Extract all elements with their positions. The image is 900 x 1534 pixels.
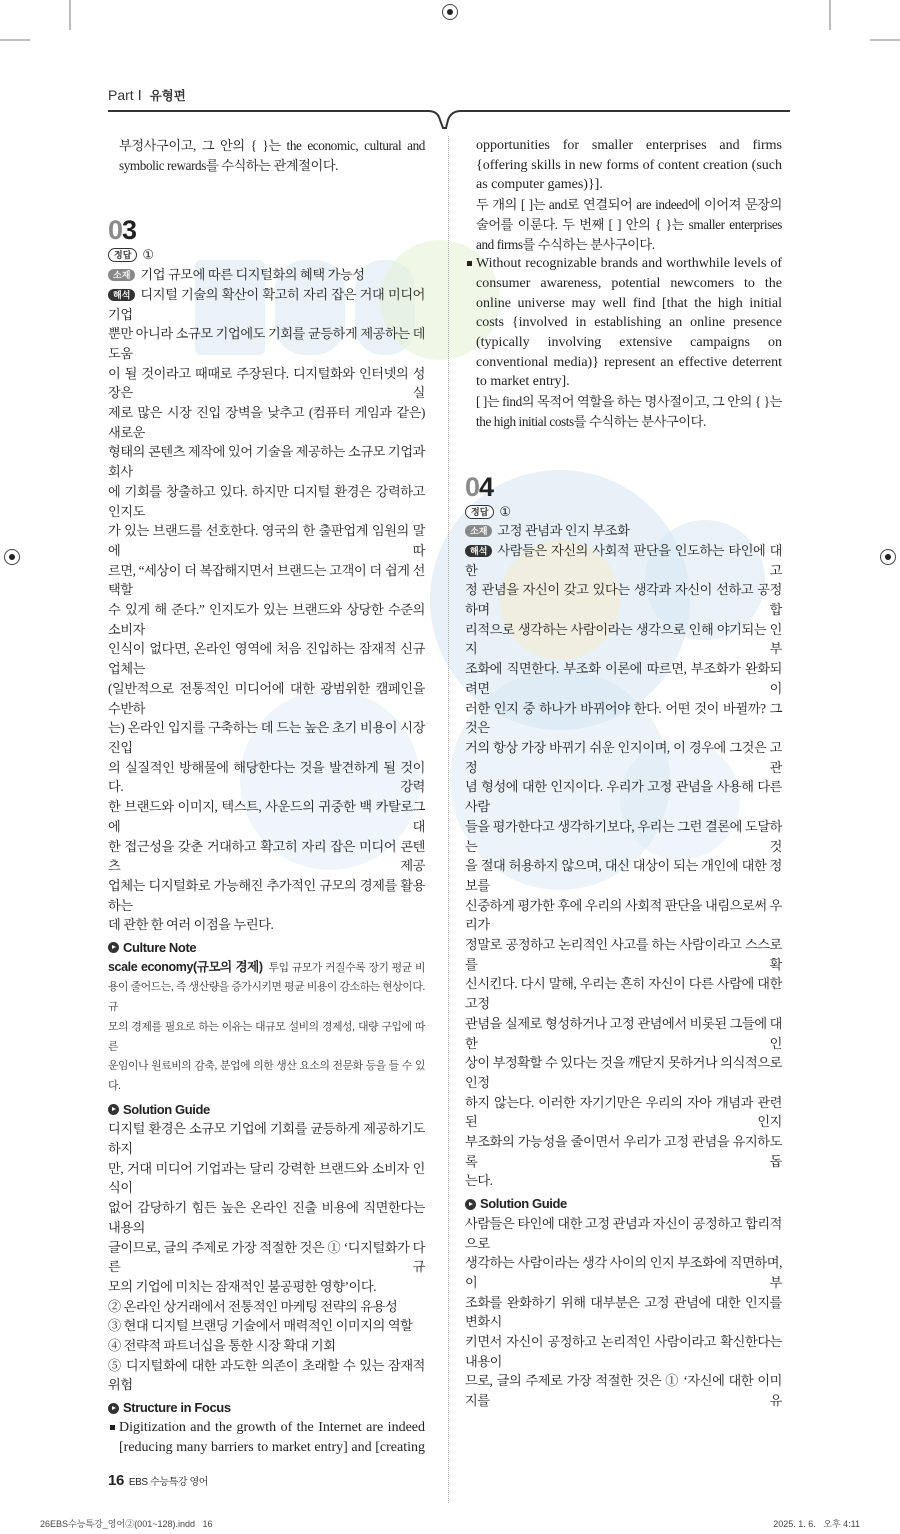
text-line bbox=[465, 856, 782, 895]
text-line bbox=[476, 412, 782, 432]
text-line-content: 이 될 것이라고 때때로 주장된다. 디지털화와 인터넷의 성장은 실 bbox=[108, 365, 425, 401]
text-line bbox=[108, 958, 425, 979]
text-line bbox=[465, 1053, 782, 1092]
structure-heading: Structure in Focus bbox=[108, 1398, 425, 1418]
text-line-content: online universe may well find [that the high initial bbox=[476, 295, 782, 311]
structure-sentence-1-lines bbox=[119, 1418, 425, 1457]
text-line-content: 러한 인지 중 하나가 바뀌어야 한다. 어떤 것이 바뀔까? 그것은 bbox=[465, 700, 782, 736]
answer-value: ① bbox=[142, 247, 154, 263]
text-line-content: Digitization and the growth of the Internet are indeed bbox=[119, 1419, 425, 1435]
text-line-content: ③ 현대 디지털 브랜딩 기술에서 매력적인 이미지의 역할 bbox=[108, 1318, 413, 1334]
text-line bbox=[476, 215, 782, 235]
text-line bbox=[108, 561, 425, 600]
topic-badge: 소재 bbox=[108, 269, 135, 281]
text-line bbox=[108, 797, 425, 836]
text-line-content: and firms를 수식하는 분사구이다. bbox=[476, 236, 655, 252]
page-number: 16 bbox=[108, 1472, 124, 1490]
text-line-content: 운임이나 원료비의 감축, 분업에 의한 생산 요소의 전문화 등을 들 수 있다. bbox=[108, 1060, 425, 1092]
text-line-content: 두 개의 [ ]는 and로 연결되어 are indeed에 이어져 문장의 bbox=[476, 197, 782, 213]
text-line-content: 부조화의 가능성을 줄이면서 우리가 고정 관념을 유지하도록 돕 bbox=[465, 1134, 782, 1169]
text-line bbox=[119, 156, 425, 176]
text-line-content: 르면, “세상이 더 복잡해지면서 브랜드는 고객이 더 쉽게 선택할 bbox=[108, 562, 425, 598]
text-line-content: 인식이 없다면, 온라인 영역에 처음 진입하는 잠재적 신규 업체는 bbox=[108, 641, 425, 677]
section-label: 유형편 bbox=[149, 89, 186, 103]
text-line-content: 디지털 환경은 소규모 기업에 기회를 균등하게 제공하기도 하지 bbox=[108, 1121, 425, 1157]
text-line-content: 한 브랜드와 이미지, 텍스트, 사운드의 귀중한 백 카탈로그에 대 bbox=[108, 799, 425, 834]
text-line bbox=[108, 1356, 425, 1395]
text-line bbox=[108, 442, 425, 481]
text-line bbox=[108, 1018, 425, 1057]
topic-badge: 소재 bbox=[465, 525, 492, 537]
text-line bbox=[465, 580, 782, 619]
text-line bbox=[476, 156, 782, 176]
text-line-content: symbolic rewards를 수식하는 관계절이다. bbox=[119, 157, 339, 173]
text-line bbox=[465, 1014, 782, 1053]
text-line-content: 제로 많은 시장 진입 장벽을 낮추고 (컴퓨터 게임과 같은) 새로운 bbox=[108, 405, 425, 440]
text-line-content: opportunities for smaller enterprises and firms bbox=[476, 138, 782, 153]
text-line bbox=[465, 620, 782, 659]
text-line bbox=[465, 1132, 782, 1171]
left-column bbox=[108, 136, 425, 1503]
topic-text: 고정 관념과 인지 부조화 bbox=[497, 523, 630, 539]
text-line-content: (typically involving extensive campaigns on bbox=[476, 335, 782, 351]
text-line bbox=[465, 1371, 782, 1410]
text-line-content: [ ]는 find의 목적어 역할을 하는 명사절이고, 그 안의 { }는 bbox=[476, 394, 782, 410]
translation-badge: 해석 bbox=[465, 545, 492, 557]
column-divider bbox=[448, 136, 449, 1503]
text-line-content: 글이므로, 글의 주제로 가장 적절한 것은 ① ‘디지털화가 다른 규 bbox=[108, 1239, 425, 1275]
text-line-content: 사람들은 자신의 사회적 판단을 인도하는 타인에 대한 고 bbox=[465, 542, 782, 578]
file-slug: 26EBS수능특강_영어②(001~128).indd 16 bbox=[40, 1519, 213, 1529]
text-line bbox=[108, 482, 425, 521]
text-line bbox=[465, 541, 782, 580]
text-line-content: 정 관념을 자신이 갖고 있다는 생각과 자신이 선하고 공정하며 합 bbox=[465, 582, 782, 618]
text-line bbox=[108, 1057, 425, 1096]
text-line bbox=[108, 1316, 425, 1336]
text-line bbox=[465, 659, 782, 698]
translation-03 bbox=[108, 285, 425, 935]
bullet-circle-icon bbox=[108, 1403, 119, 1414]
answer-value: ① bbox=[499, 503, 511, 519]
text-line bbox=[465, 974, 782, 1013]
structure-sentence-2 bbox=[465, 254, 782, 392]
text-line-content: 념 형성에 대한 인지이다. 우리가 고정 관념을 사용해 다른 사람 bbox=[465, 779, 782, 815]
text-line bbox=[108, 1277, 425, 1297]
page-footer bbox=[108, 1471, 425, 1493]
text-line-content: as computer games)}]. bbox=[476, 177, 603, 193]
text-line bbox=[119, 1438, 425, 1458]
bullet-square-icon bbox=[110, 1425, 115, 1430]
text-line bbox=[108, 324, 425, 363]
text-line-content: 리적으로 생각하는 사람이라는 생각으로 인해 야기되는 인지 부 bbox=[465, 621, 782, 657]
text-line bbox=[476, 274, 782, 294]
text-line-content: 생각하는 사람이라는 생각 사이의 인지 부조화에 직면하며, 이 부 bbox=[465, 1255, 782, 1290]
text-line bbox=[108, 1336, 425, 1356]
solution-guide-heading-03: Solution Guide bbox=[108, 1100, 425, 1120]
text-line-content: 하지 않는다. 이러한 자기기만은 우리의 자아 개념과 관련된 인지 bbox=[465, 1094, 782, 1130]
text-line-content: 조화에 직면한다. 부조화 이론에 따르면, 부조화가 완화되려면 이 bbox=[465, 661, 782, 696]
bullet-circle-icon bbox=[108, 942, 119, 953]
culture-note-term: scale economy(규모의 경제) bbox=[108, 959, 263, 974]
text-line-content: ② 온라인 상거래에서 전통적인 마케팅 전략의 유용성 bbox=[108, 1298, 398, 1314]
book-title: EBS 수능특강 영어 bbox=[128, 1477, 209, 1489]
text-line bbox=[476, 313, 782, 333]
text-line-content: 형태의 콘텐츠 제작에 있어 기술을 제공하는 소규모 기업과 회사 bbox=[108, 444, 425, 480]
text-line bbox=[108, 758, 425, 797]
right-column bbox=[465, 136, 782, 1411]
text-line bbox=[108, 876, 425, 915]
text-line bbox=[108, 978, 425, 1017]
text-line bbox=[119, 136, 425, 156]
translation-badge: 해석 bbox=[108, 289, 135, 301]
text-line-content: 용이 줄어드는, 즉 생산량을 증가시키면 평균 비용이 감소하는 현상이다. 규 bbox=[108, 981, 425, 1014]
intro-paragraph bbox=[108, 136, 425, 175]
text-line bbox=[108, 285, 425, 324]
text-line bbox=[108, 1198, 425, 1237]
text-line-content: {offering skills in new forms of content creation (such bbox=[476, 157, 782, 173]
text-line-content: 뿐만 아니라 소규모 기업에도 기회를 균등하게 제공하는 데 도움 bbox=[108, 326, 425, 361]
text-line bbox=[476, 254, 782, 274]
print-slug bbox=[0, 1503, 900, 1534]
text-line bbox=[465, 1171, 782, 1191]
text-line bbox=[108, 403, 425, 442]
text-line-content: 가 있는 브랜드를 선호한다. 영국의 한 출판업계 임원의 말에 따 bbox=[108, 523, 425, 558]
text-line bbox=[476, 392, 782, 412]
answer-badge: 정답 bbox=[465, 505, 494, 519]
solution-guide-03 bbox=[108, 1119, 425, 1296]
translation-04 bbox=[465, 541, 782, 1191]
page-header bbox=[108, 86, 900, 108]
bullet-circle-icon bbox=[465, 1199, 476, 1210]
topic-row-04 bbox=[465, 521, 782, 541]
header-rule bbox=[0, 108, 900, 132]
text-line bbox=[465, 699, 782, 738]
text-line bbox=[476, 353, 782, 373]
text-line bbox=[108, 1238, 425, 1277]
text-line-content: 모의 기업에 미치는 잠재적인 불공평한 영향’이다. bbox=[108, 1278, 377, 1294]
text-line bbox=[108, 1159, 425, 1198]
text-line bbox=[108, 915, 425, 935]
text-line-content: 만, 거대 미디어 기업과는 달리 강력한 브랜드와 소비자 인식이 bbox=[108, 1160, 425, 1196]
part-label: Part Ⅰ bbox=[108, 87, 142, 103]
question-number-03: 03 bbox=[108, 215, 137, 246]
text-line-content: to market entry]. bbox=[476, 374, 570, 390]
answer-badge: 정답 bbox=[108, 248, 137, 262]
text-line-content: 수 있게 해 준다.” 인지도가 있는 브랜드와 상당한 수준의 소비자 bbox=[108, 602, 425, 637]
text-line-content: 의 실질적인 방해물에 해당한다는 것을 발견하게 될 것이다. 강력 bbox=[108, 759, 425, 795]
question-number-04: 04 bbox=[465, 471, 494, 502]
solution-guide-heading-04: Solution Guide bbox=[465, 1194, 782, 1214]
text-line bbox=[465, 777, 782, 816]
text-line bbox=[476, 195, 782, 215]
text-line-content: 신중하게 평가한 후에 우리의 사회적 판단을 내림으로써 우리가 bbox=[465, 897, 782, 933]
bullet-square-icon bbox=[467, 261, 472, 266]
structure-explanation-2 bbox=[465, 392, 782, 431]
text-line bbox=[465, 1253, 782, 1292]
text-line-content: 투입 규모가 커질수록 장기 평균 비 bbox=[268, 961, 426, 974]
text-line-content: 데 관한 한 여러 이점을 누린다. bbox=[108, 917, 274, 933]
text-line-content: [reducing many barriers to market entry] and [creating bbox=[119, 1439, 425, 1455]
text-line-content: 므로, 글의 주제로 가장 적절한 것은 ① ‘자신에 대한 이미지를 유 bbox=[465, 1373, 782, 1409]
text-line-content: 관념을 실제로 형성하거나 고정 관념에서 비롯된 그들에 대한 인 bbox=[465, 1015, 782, 1051]
text-line-content: 상이 부정확할 수 있다는 것을 깨닫지 못하거나 의식적으로 인정 bbox=[465, 1055, 782, 1090]
bullet-circle-icon bbox=[108, 1104, 119, 1115]
answer-row-03 bbox=[108, 245, 425, 265]
text-line bbox=[108, 364, 425, 403]
text-line-content: 업체는 디지털화로 가능해진 추가적인 규모의 경제를 활용하는 bbox=[108, 877, 425, 913]
text-line bbox=[108, 679, 425, 718]
text-line bbox=[465, 935, 782, 974]
text-line-content: consumer awareness, potential newcomers to the bbox=[476, 275, 782, 291]
text-line-content: 한 접근성을 갖춘 거대하고 확고히 자리 잡은 미디어 콘텐츠 제공 bbox=[108, 838, 425, 874]
topic-row-03 bbox=[108, 265, 425, 285]
text-line bbox=[476, 294, 782, 314]
text-line-content: 디지털 기술의 확산이 확고히 자리 잡은 거대 미디어 기업 bbox=[108, 286, 425, 322]
text-line-content: 사람들은 타인에 대한 고정 관념과 자신이 공정하고 합리적으로 bbox=[465, 1215, 782, 1251]
text-line bbox=[465, 1332, 782, 1371]
text-line-content: 모의 경제를 필요로 하는 이유는 대규모 설비의 경제성, 대량 구입에 따른 bbox=[108, 1020, 425, 1053]
text-line bbox=[108, 521, 425, 560]
text-line bbox=[465, 896, 782, 935]
text-line-content: Without recognizable brands and worthwhile levels of bbox=[476, 256, 782, 272]
text-line-content: 신시킨다. 다시 말해, 우리는 흔히 자신이 다른 사람에 대한 고정 bbox=[465, 976, 782, 1012]
text-line-content: 는) 온라인 입지를 구축하는 데 드는 높은 초기 비용이 시장 진입 bbox=[108, 720, 425, 755]
text-line bbox=[108, 837, 425, 876]
text-line bbox=[476, 333, 782, 353]
text-line bbox=[465, 817, 782, 856]
text-line bbox=[465, 1214, 782, 1253]
text-line-content: 거의 항상 가장 바뀌기 쉬운 인지이며, 이 경우에 그것은 고정 관 bbox=[465, 739, 782, 775]
structure-sentence-1 bbox=[108, 1418, 425, 1457]
text-line-content: 키면서 자신이 공정하고 논리적인 사람이라고 확신한다는 내용이 bbox=[465, 1334, 782, 1369]
text-line-content: 을 절대 허용하지 않으며, 대신 대상이 되는 개인에 대한 정보를 bbox=[465, 858, 782, 893]
text-line bbox=[476, 175, 782, 195]
text-line-content: conventional media)} represent an effective deterrent bbox=[476, 354, 782, 370]
answer-options-03 bbox=[108, 1297, 425, 1396]
text-line-content: 들을 평가한다고 생각하기보다, 우리는 그런 결론에 도달하는 것 bbox=[465, 818, 782, 854]
text-line bbox=[119, 1418, 425, 1438]
structure-sentence-1-cont bbox=[465, 136, 782, 195]
text-line bbox=[476, 136, 782, 156]
text-line bbox=[108, 1119, 425, 1158]
structure-explanation-1 bbox=[465, 195, 782, 254]
text-line bbox=[465, 1093, 782, 1132]
text-line bbox=[108, 600, 425, 639]
text-line-content: ⑤ 디지털화에 대한 과도한 의존이 초래할 수 있는 잠재적 위험 bbox=[108, 1357, 425, 1393]
text-line-content: 술어를 이룬다. 두 번째 [ ] 안의 { }는 smaller enterprises bbox=[476, 216, 782, 232]
print-datetime: 2025. 1. 6. 오후 4:11 bbox=[773, 1519, 860, 1529]
text-line bbox=[108, 639, 425, 678]
text-line-content: ④ 전략적 파트너십을 통한 시장 확대 기회 bbox=[108, 1338, 336, 1354]
text-line-content: 는다. bbox=[465, 1173, 493, 1189]
solution-guide-04 bbox=[465, 1214, 782, 1411]
text-line-content: (일반적으로 전통적인 미디어에 대한 광범위한 캠페인을 수반하 bbox=[108, 680, 425, 716]
text-line bbox=[465, 738, 782, 777]
structure-sentence-2-lines bbox=[476, 254, 782, 392]
culture-note-text bbox=[108, 958, 425, 1097]
text-line-content: 조화를 완화하기 위해 대부분은 고정 관념에 대한 인지를 변화시 bbox=[465, 1294, 782, 1330]
text-line-content: the high initial costs를 수식하는 분사구이다. bbox=[476, 413, 706, 429]
answer-row-04 bbox=[465, 502, 782, 522]
text-line bbox=[108, 1297, 425, 1317]
culture-note-heading: Culture Note bbox=[108, 938, 425, 958]
text-line bbox=[108, 718, 425, 757]
topic-text: 기업 규모에 따른 디지털화의 혜택 가능성 bbox=[140, 267, 365, 283]
text-line-content: 없어 감당하기 힘든 높은 온라인 진출 비용에 직면한다는 내용의 bbox=[108, 1200, 425, 1235]
text-line-content: costs {involved in establishing an online presence bbox=[476, 315, 782, 331]
text-line bbox=[476, 372, 782, 392]
text-line bbox=[476, 235, 782, 255]
text-line bbox=[465, 1293, 782, 1332]
text-line-content: 에 기회를 창출하고 있다. 하지만 디지털 환경은 강력하고 인지도 bbox=[108, 483, 425, 519]
text-line-content: 정말로 공정하고 논리적인 사고를 하는 사람이라고 스스로를 확 bbox=[465, 937, 782, 972]
text-line-content: 부정사구이고, 그 안의 { }는 the economic, cultural and bbox=[119, 138, 425, 153]
